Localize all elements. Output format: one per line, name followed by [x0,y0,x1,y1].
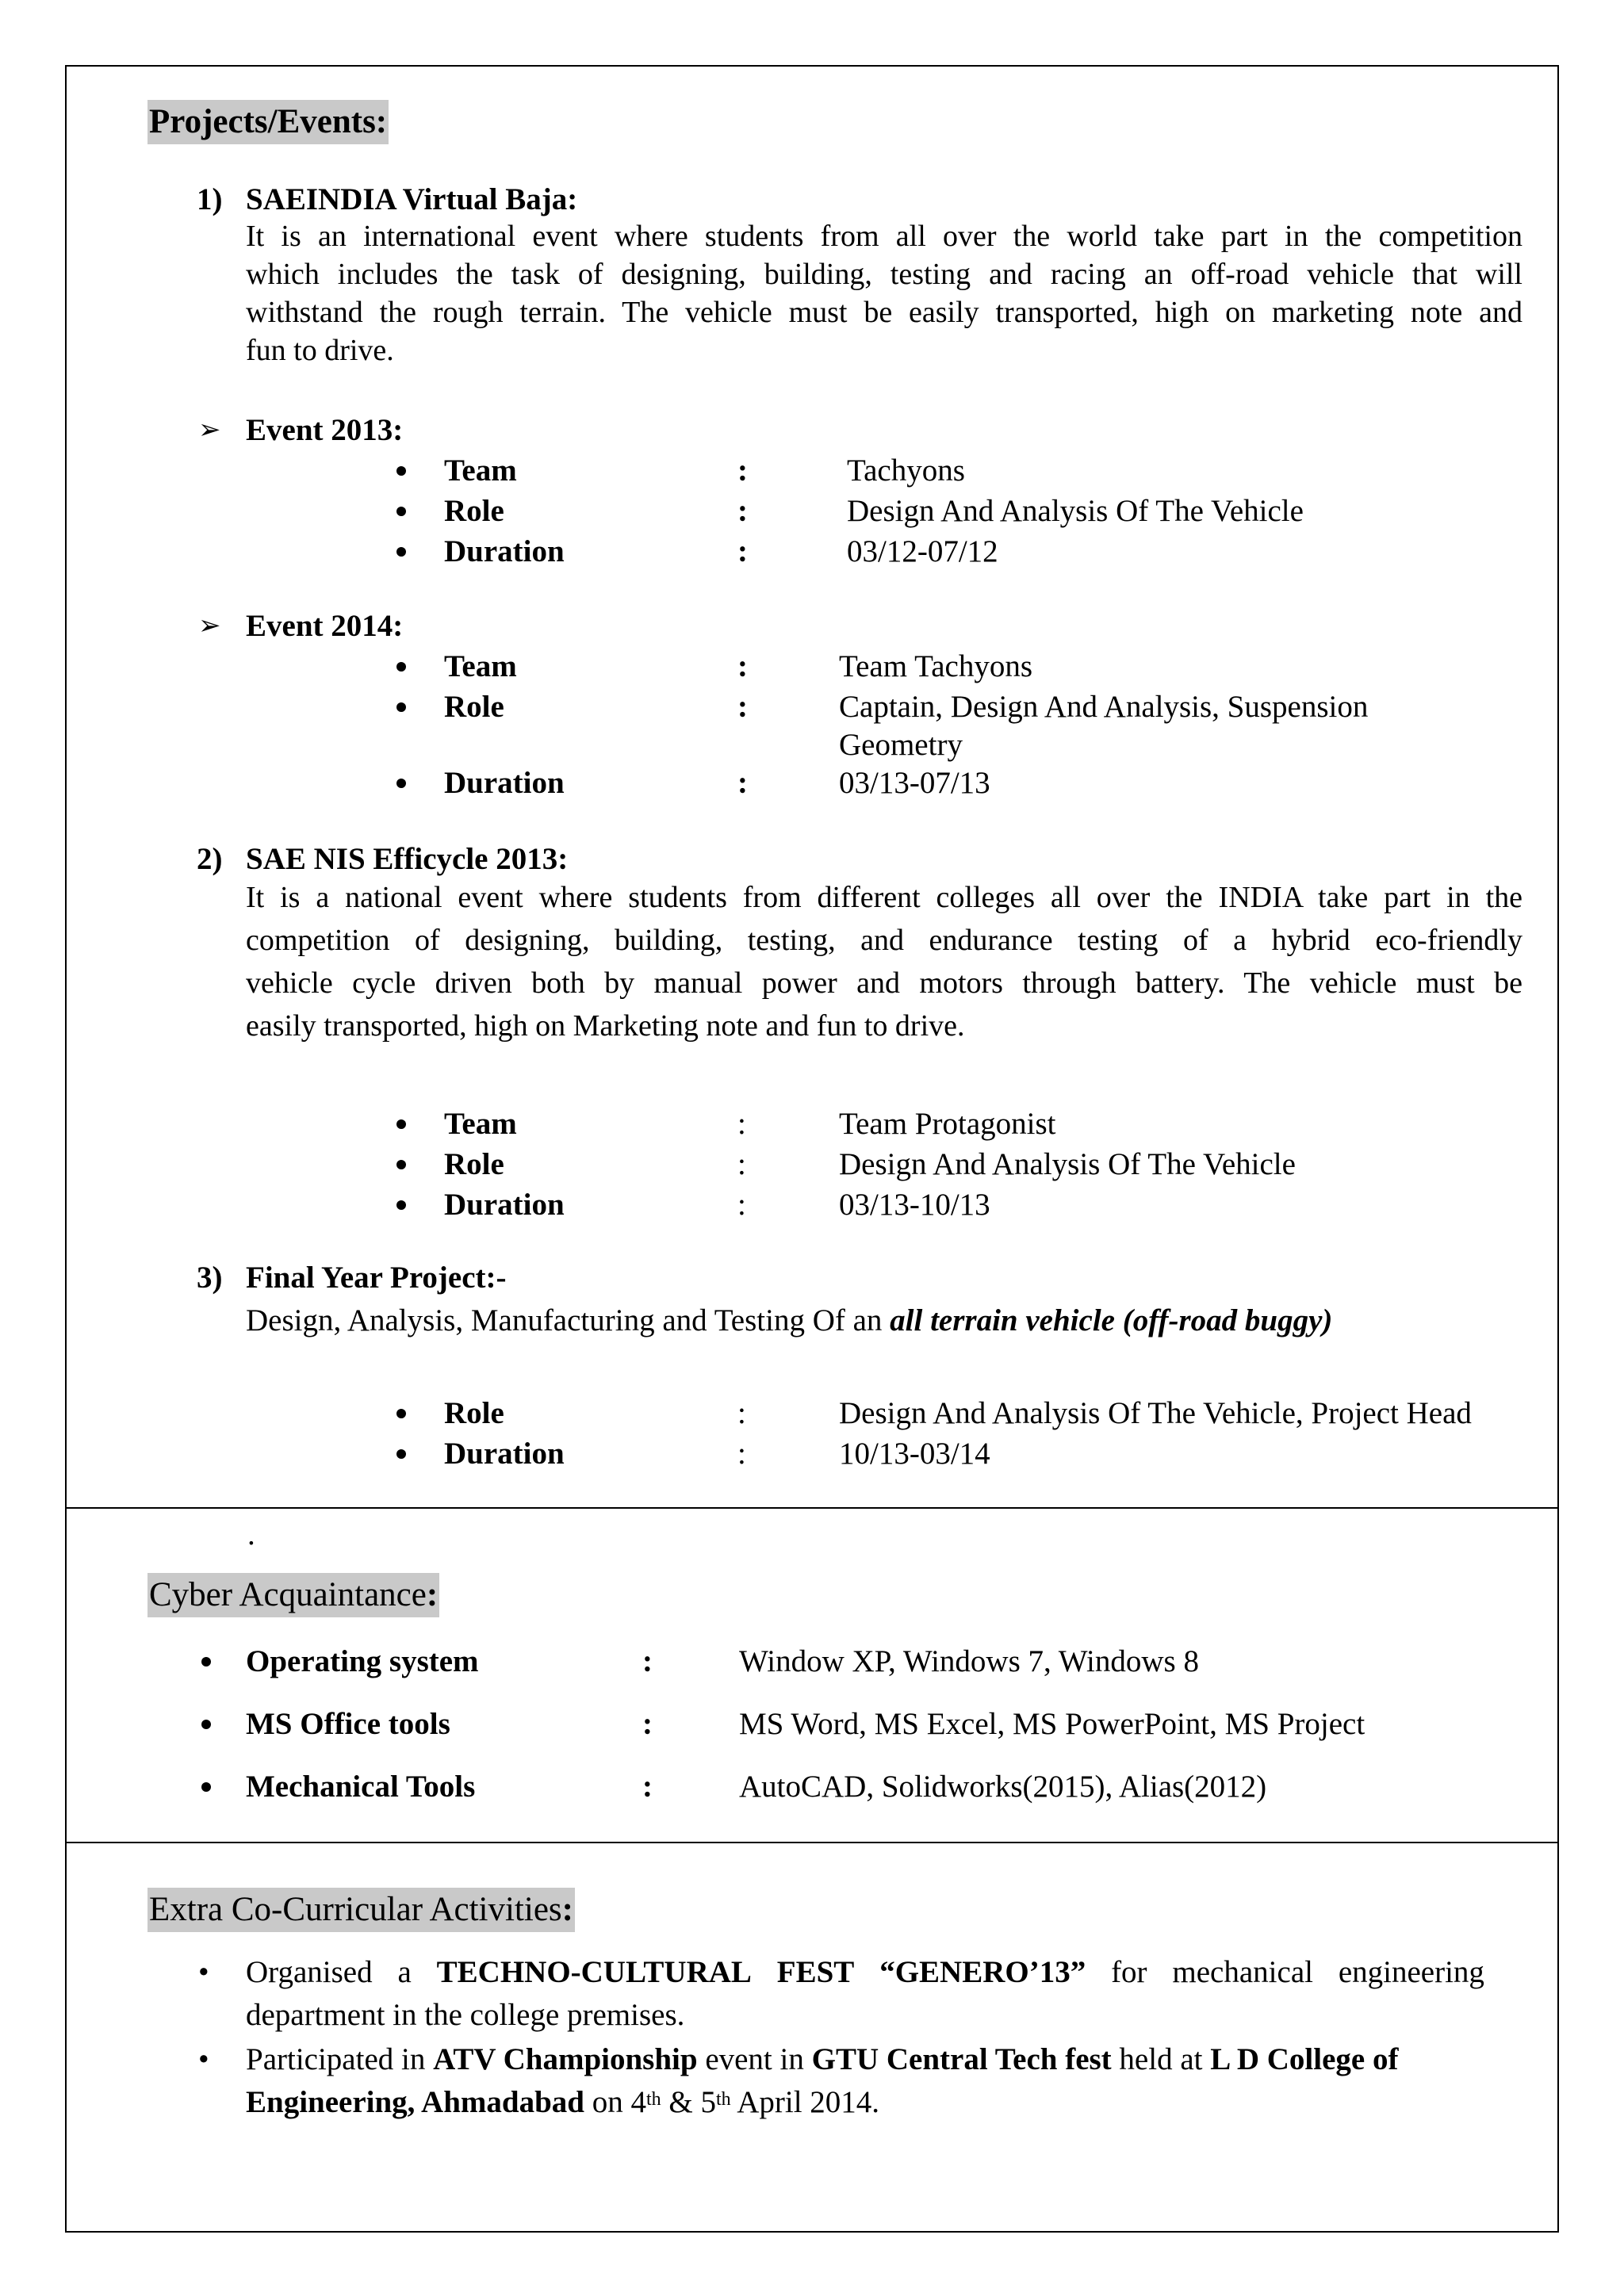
detail-value: 03/13-10/13 [839,1188,990,1222]
detail-value-continued: Geometry [839,728,963,762]
activity-highlight: FEST [776,1955,855,1989]
bullet-icon [396,1449,406,1459]
skill-label: Mechanical Tools [246,1770,476,1804]
activity-highlight: ATV Championship [433,2042,698,2076]
section-divider [65,1507,1559,1509]
bullet-icon [396,1200,406,1210]
description-line: vehicle cycle driven both by manual power and motors through battery. The vehicle must be [246,966,1522,1000]
bullet-icon [201,1782,211,1792]
cyber-heading-text: Cyber Acquaintance [149,1576,427,1613]
detail-separator: : [737,1396,746,1430]
detail-separator: : [737,534,748,568]
bullet-icon: • [198,1955,209,1989]
activity-line [246,1954,1484,1992]
detail-value: Design And Analysis Of The Vehicle, Project Head [839,1396,1472,1430]
bullet-icon [396,466,406,476]
activity-text: for [1111,1955,1147,1989]
detail-label: Role [444,1396,504,1430]
detail-separator: : [737,1188,746,1222]
event-title: Event 2014: [246,609,404,643]
detail-value: Team Protagonist [839,1107,1056,1141]
skill-separator: : [642,1644,653,1678]
activity-text: event in [697,2042,812,2076]
detail-value: Design And Analysis Of The Vehicle [839,1147,1296,1181]
bullet-icon [201,1657,211,1667]
detail-separator: : [737,690,748,724]
detail-label: Team [444,453,517,488]
item-number: 1) [197,182,223,216]
stray-dot: . [247,1517,255,1552]
skill-value: MS Word, MS Excel, MS PowerPoint, MS Project [739,1707,1365,1741]
detail-separator: : [737,1107,746,1141]
ordinal-suffix: th [645,2089,661,2110]
project-title: SAE NIS Efficycle 2013: [246,842,569,876]
extra-heading-colon: : [561,1891,573,1928]
arrow-bullet-icon: ➢ [198,415,221,445]
description-line: which includes the task of designing, building, testing and racing an off-road vehicle that will [246,258,1522,291]
detail-label: Duration [444,766,565,800]
detail-separator: : [737,649,748,683]
detail-label: Duration [444,1437,565,1471]
cyber-heading [147,1573,439,1617]
detail-value: 03/13-07/13 [839,766,990,800]
activity-text: & 5 [661,2085,716,2119]
detail-value: Design And Analysis Of The Vehicle [847,494,1304,528]
activity-highlight: Engineering, Ahmadabad [246,2085,584,2119]
activity-highlight: L D College of [1210,2042,1399,2076]
event-title: Event 2013: [246,413,404,447]
activity-line: department in the college premises. [246,1998,685,2032]
detail-value: Captain, Design And Analysis, Suspension [839,690,1369,724]
activity-text: mechanical [1172,1955,1313,1989]
activity-highlight: GTU Central Tech fest [811,2042,1112,2076]
project-description [246,1302,1332,1340]
bullet-icon [396,662,406,672]
arrow-bullet-icon: ➢ [198,611,221,641]
skill-separator: : [642,1770,653,1804]
detail-separator: : [737,1147,746,1181]
bullet-icon [396,1119,406,1129]
bullet-icon [201,1720,211,1729]
section-divider [65,1842,1559,1843]
skill-value: Window XP, Windows 7, Windows 8 [739,1644,1199,1678]
description-emphasis: all terrain vehicle (off-road buggy) [890,1303,1333,1337]
projects-heading: Projects/Events: [147,100,389,144]
detail-label: Duration [444,1188,565,1222]
detail-separator: : [737,494,748,528]
skill-separator: : [642,1707,653,1741]
description-line: It is an international event where students from all over the world take part in the competition [246,220,1522,253]
skill-label: MS Office tools [246,1707,450,1741]
detail-value: Team Tachyons [839,649,1032,683]
description-line: competition of designing, building, testing, and endurance testing of a hybrid eco-friendly [246,924,1522,957]
skill-value: AutoCAD, Solidworks(2015), Alias(2012) [739,1770,1267,1804]
detail-label: Role [444,690,504,724]
bullet-icon: • [198,2042,209,2076]
bullet-icon [396,1160,406,1169]
detail-separator: : [737,1437,746,1471]
detail-label: Duration [444,534,565,568]
item-number: 3) [197,1261,223,1295]
cyber-heading-colon: : [426,1576,439,1613]
description-line: easily transported, high on Marketing note and fun to drive. [246,1009,965,1043]
description-line: It is a national event where students from different colleges all over the INDIA take part in the [246,881,1522,914]
activity-line [246,2084,879,2122]
description-line: withstand the rough terrain. The vehicle must be easily transported, high on marketing note and [246,296,1522,329]
ordinal-suffix: th [715,2089,731,2110]
detail-label: Team [444,1107,517,1141]
bullet-icon [396,702,406,712]
activity-highlight: TECHNO-CULTURAL [436,1955,752,1989]
bullet-icon [396,547,406,557]
detail-label: Team [444,649,517,683]
activity-text: April 2014. [730,2085,880,2119]
detail-value: 03/12-07/12 [847,534,998,568]
project-title: SAEINDIA Virtual Baja: [246,182,578,216]
detail-label: Role [444,1147,504,1181]
bullet-icon [396,507,406,516]
activity-highlight: “GENERO’13” [879,1955,1086,1989]
detail-value: 10/13-03/14 [839,1437,990,1471]
activity-line [246,2041,1398,2079]
activity-text: on 4 [584,2085,646,2119]
extra-heading [147,1888,575,1932]
detail-separator: : [737,766,748,800]
item-number: 2) [197,842,223,876]
project-title: Final Year Project:- [246,1261,507,1295]
description-line: fun to drive. [246,334,394,367]
detail-label: Role [444,494,504,528]
detail-separator: : [737,453,748,488]
detail-value: Tachyons [847,453,965,488]
bullet-icon [396,1409,406,1418]
activity-text: Participated in [246,2042,434,2076]
activity-text: held at [1111,2042,1211,2076]
activity-text: Organised [246,1955,373,1989]
extra-heading-text: Extra Co-Curricular Activities [149,1891,562,1928]
bullet-icon [396,779,406,788]
skill-label: Operating system [246,1644,479,1678]
activity-text: a [397,1955,412,1989]
project-description [246,217,1522,369]
activity-text: engineering [1338,1955,1484,1989]
description-text: Design, Analysis, Manufacturing and Testing Of an [246,1303,891,1337]
project-description [246,876,1522,1047]
